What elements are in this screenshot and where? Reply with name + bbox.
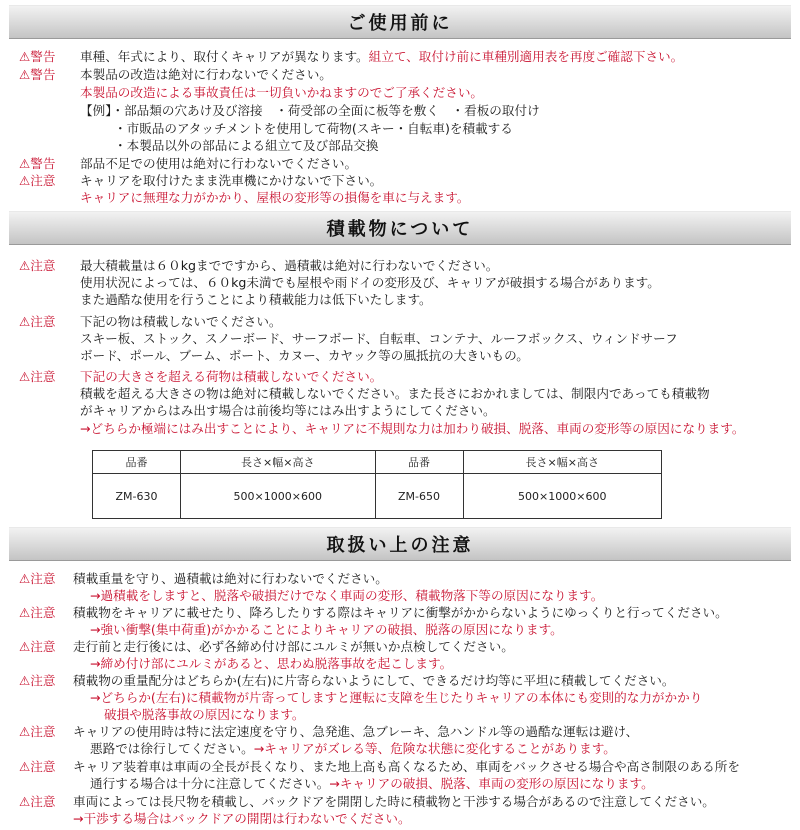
caution-tag: ⚠注意	[19, 639, 56, 654]
text-line-red: →干渉する場合はバックドアの開閉は行わないでください。	[73, 811, 411, 826]
text-line: 積載を超える大きさの物は絶対に積載しないでください。また長さにおかれましては、制限内であっても積載物	[80, 386, 710, 401]
caution-tag: ⚠注意	[19, 673, 56, 688]
text-line: ・本製品以外の部品による組立て及び部品交換	[114, 138, 379, 153]
text-line-red: キャリアに無理な力がかかり、屋根の変形等の損傷を車に与えます。	[80, 190, 470, 205]
caution-tag: ⚠注意	[19, 571, 56, 586]
text-line-red: 下記の大きさを超える荷物は積載しないでください。	[80, 369, 383, 384]
caution-tag: ⚠注意	[19, 173, 56, 188]
table-header-cell: 品番	[375, 451, 463, 474]
text-line: キャリアを取付けたまま洗車機にかけないで下さい。	[80, 173, 383, 188]
table-cell: ZM-630	[93, 474, 181, 519]
text-line: 部品不足での使用は絶対に行わないでください。	[80, 156, 358, 171]
text-line-red: →過積載をしますと、脱落や破損だけでなく車両の変形、積載物落下等の原因になります。	[90, 588, 604, 603]
caution-tag: ⚠注意	[19, 605, 56, 620]
text-line: 積載重量を守り、過積載は絶対に行わないでください。	[73, 571, 388, 586]
text-line: 下記の物は積載しないでください。	[80, 314, 282, 329]
caution-tag: ⚠注意	[19, 759, 56, 774]
text-line-red: →締め付け部にユルミがあると、思わぬ脱落事故を起こします。	[90, 656, 453, 671]
text-line: がキャリアからはみ出す場合は前後均等にはみ出すようにしてください。	[80, 403, 496, 418]
text-line: キャリア装着車は車両の全長が長くなり、また地上高も高くなるため、車両をバックさせる場合や高さ制限のある所を	[73, 759, 740, 774]
caution-tag: ⚠注意	[19, 258, 56, 273]
text-line: 走行前と走行後には、必ず各締め付け部にユルミが無いか点検してください。	[73, 639, 514, 654]
text-line: ボード、ポール、ブーム、ボート、カヌー、カヤック等の風抵抗の大きいもの。	[80, 348, 529, 363]
warning-tag: ⚠警告	[19, 156, 56, 171]
text-line-red: →強い衝撃(集中荷重)がかかることによりキャリアの破損、脱落の原因になります。	[90, 622, 563, 637]
table-header-cell: 品番	[93, 451, 181, 474]
table-header-cell: 長さ×幅×高さ	[181, 451, 375, 474]
warning-tag: ⚠警告	[19, 49, 56, 64]
text-line: キャリアの使用時は特に法定速度を守り、急発進、急ブレーキ、急ハンドル等の過酷な運転は避け、	[73, 724, 639, 739]
text-line-red: 破損や脱落事故の原因になります。	[104, 707, 305, 722]
caution-tag: ⚠注意	[19, 724, 56, 739]
text-line-red: →どちらか(左右)に積載物が片寄ってしますと運転に支障を生じたりキャリアの本体にも変則的な力がかかり	[90, 690, 703, 705]
text-line: 本製品の改造は絶対に行わないでください。	[80, 67, 332, 82]
table-header-cell: 長さ×幅×高さ	[463, 451, 661, 474]
text-line: 使用状況によっては、６０kg未満でも屋根や雨ドイの変形及び、キャリアが破損する場合があります。	[80, 275, 660, 290]
table-cell: 500×1000×600	[181, 474, 375, 519]
section-header-before-use: ご使用前に	[9, 5, 791, 39]
size-limit-table	[92, 450, 662, 519]
section-header-cargo: 積載物について	[9, 211, 791, 245]
text-line: 最大積載量は６０kgまでですから、過積載は絶対に行わないでください。	[80, 258, 499, 273]
caution-tag: ⚠注意	[19, 369, 56, 384]
text-line: 車種、年式により、取付くキャリアが異なります。組立て、取付け前に車種別適用表を再度ご確認下さい。	[80, 49, 684, 64]
table-cell: ZM-650	[375, 474, 463, 519]
text-line: 車両によっては長尺物を積載し、バックドアを開閉した時に積載物と干渉する場合があるので注意してください。	[73, 794, 715, 809]
text-line: ・市販品のアタッチメントを使用して荷物(スキー・自転車)を積載する	[114, 121, 513, 136]
text-line: 積載物の重量配分はどちらか(左右)に片寄らないようにして、できるだけ均等に平坦に積載してください。	[73, 673, 675, 688]
caution-tag: ⚠注意	[19, 794, 56, 809]
text-line: 通行する場合は十分に注意してください。→キャリアの破損、脱落、車両の変形の原因になります。	[90, 776, 654, 791]
text-line: 積載物をキャリアに載せたり、降ろしたりする際はキャリアに衝撃がかからないようにゆっくりと行ってください。	[73, 605, 728, 620]
caution-tag: ⚠注意	[19, 314, 56, 329]
text-line: 【例】・部品類の穴あけ及び溶接 ・荷受部の全面に板等を敷く ・看板の取付け	[80, 103, 540, 118]
text-line-red: 本製品の改造による事故責任は一切負いかねますのでご了承ください。	[80, 85, 483, 100]
warning-tag: ⚠警告	[19, 67, 56, 82]
table-cell: 500×1000×600	[463, 474, 661, 519]
section-header-handling: 取扱い上の注意	[9, 527, 791, 561]
text-line: スキー板、ストック、スノーボード、サーフボード、自転車、コンテナ、ルーフボックス、ウィンドサーフ	[80, 331, 678, 346]
text-line-red: →どちらか極端にはみ出すことにより、キャリアに不規則な力は加わり破損、脱落、車両の変形等の原因になります。	[80, 421, 745, 436]
text-line: 悪路では徐行してください。→キャリアがズレる等、危険な状態に変化することがあります。	[90, 741, 616, 756]
text-line: また過酷な使用を行うことにより積載能力は低下いたします。	[80, 292, 432, 307]
